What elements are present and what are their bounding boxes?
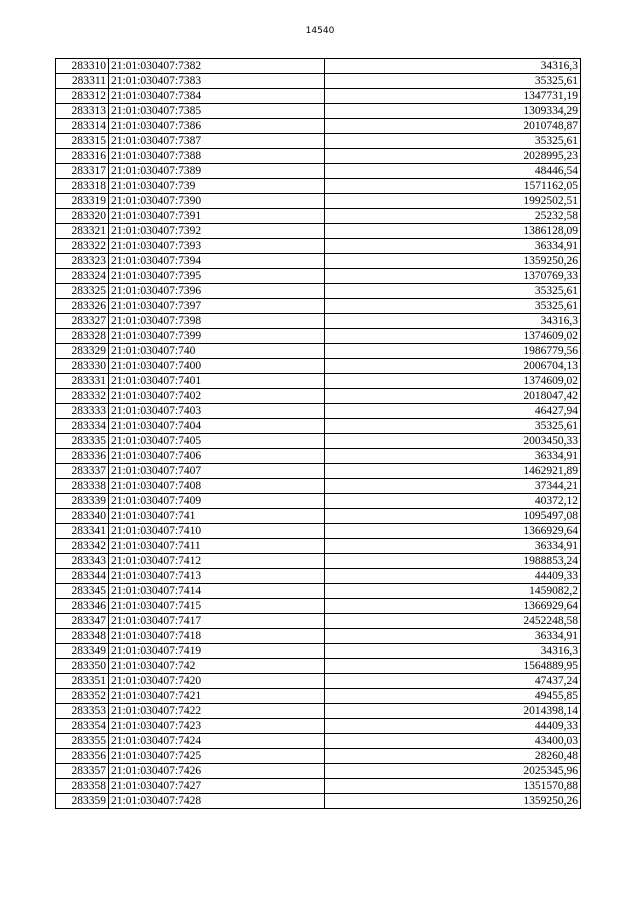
row-number-cell: 283342 [56, 539, 109, 554]
table-row [56, 509, 581, 524]
cadastral-value-cell: 1459082,2 [325, 584, 581, 599]
row-number-cell: 283358 [56, 779, 109, 794]
row-number-cell: 283334 [56, 419, 109, 434]
cadastral-value-cell: 35325,61 [325, 299, 581, 314]
cadastral-number-cell: 21:01:030407:7418 [109, 629, 325, 644]
row-number-cell: 283345 [56, 584, 109, 599]
row-number-cell: 283331 [56, 374, 109, 389]
table-row [56, 404, 581, 419]
cadastral-number-cell: 21:01:030407:7398 [109, 314, 325, 329]
cadastral-value-cell: 46427,94 [325, 404, 581, 419]
cadastral-number-cell: 21:01:030407:7408 [109, 479, 325, 494]
cadastral-value-cell: 2006704,13 [325, 359, 581, 374]
cadastral-value-cell: 37344,21 [325, 479, 581, 494]
row-number-cell: 283339 [56, 494, 109, 509]
cadastral-value-cell: 1992502,51 [325, 194, 581, 209]
row-number-cell: 283336 [56, 449, 109, 464]
table-row [56, 719, 581, 734]
table-row [56, 299, 581, 314]
cadastral-value-cell: 1366929,64 [325, 599, 581, 614]
cadastral-value-cell: 1988853,24 [325, 554, 581, 569]
row-number-cell: 283357 [56, 764, 109, 779]
table-row [56, 239, 581, 254]
row-number-cell: 283349 [56, 644, 109, 659]
table-row [56, 659, 581, 674]
row-number-cell: 283332 [56, 389, 109, 404]
row-number-cell: 283348 [56, 629, 109, 644]
cadastral-value-cell: 43400,03 [325, 734, 581, 749]
cadastral-value-cell: 2014398,14 [325, 704, 581, 719]
row-number-cell: 283314 [56, 119, 109, 134]
row-number-cell: 283347 [56, 614, 109, 629]
cadastral-value-cell: 36334,91 [325, 449, 581, 464]
row-number-cell: 283327 [56, 314, 109, 329]
cadastral-number-cell: 21:01:030407:7422 [109, 704, 325, 719]
cadastral-value-cell: 1571162,05 [325, 179, 581, 194]
table-body [56, 59, 581, 809]
table-row [56, 254, 581, 269]
cadastral-value-cell: 48446,54 [325, 164, 581, 179]
row-number-cell: 283337 [56, 464, 109, 479]
cadastral-number-cell: 21:01:030407:7419 [109, 644, 325, 659]
table-row [56, 794, 581, 809]
cadastral-value-table [55, 58, 581, 809]
row-number-cell: 283312 [56, 89, 109, 104]
table-row [56, 284, 581, 299]
cadastral-number-cell: 21:01:030407:7394 [109, 254, 325, 269]
table-row [56, 374, 581, 389]
cadastral-number-cell: 21:01:030407:7388 [109, 149, 325, 164]
cadastral-number-cell: 21:01:030407:7382 [109, 59, 325, 74]
cadastral-number-cell: 21:01:030407:7411 [109, 539, 325, 554]
row-number-cell: 283317 [56, 164, 109, 179]
row-number-cell: 283351 [56, 674, 109, 689]
table-row [56, 104, 581, 119]
cadastral-value-cell: 1359250,26 [325, 254, 581, 269]
cadastral-number-cell: 21:01:030407:7426 [109, 764, 325, 779]
cadastral-value-cell: 1366929,64 [325, 524, 581, 539]
cadastral-value-cell: 1986779,56 [325, 344, 581, 359]
table-row [56, 449, 581, 464]
row-number-cell: 283343 [56, 554, 109, 569]
table-row [56, 629, 581, 644]
cadastral-number-cell: 21:01:030407:7397 [109, 299, 325, 314]
table-row [56, 434, 581, 449]
cadastral-number-cell: 21:01:030407:7400 [109, 359, 325, 374]
row-number-cell: 283346 [56, 599, 109, 614]
cadastral-value-cell: 34316,3 [325, 59, 581, 74]
cadastral-number-cell: 21:01:030407:7415 [109, 599, 325, 614]
cadastral-number-cell: 21:01:030407:7389 [109, 164, 325, 179]
cadastral-value-cell: 1386128,09 [325, 224, 581, 239]
cadastral-number-cell: 21:01:030407:741 [109, 509, 325, 524]
table-row [56, 224, 581, 239]
cadastral-number-cell: 21:01:030407:7413 [109, 569, 325, 584]
cadastral-number-cell: 21:01:030407:7402 [109, 389, 325, 404]
cadastral-value-cell: 2003450,33 [325, 434, 581, 449]
table-row [56, 479, 581, 494]
table-row [56, 584, 581, 599]
cadastral-value-cell: 40372,12 [325, 494, 581, 509]
table-row [56, 419, 581, 434]
table-row [56, 644, 581, 659]
cadastral-value-cell: 1359250,26 [325, 794, 581, 809]
row-number-cell: 283350 [56, 659, 109, 674]
cadastral-value-cell: 1370769,33 [325, 269, 581, 284]
cadastral-value-cell: 2018047,42 [325, 389, 581, 404]
cadastral-value-cell: 34316,3 [325, 314, 581, 329]
cadastral-number-cell: 21:01:030407:7392 [109, 224, 325, 239]
cadastral-value-cell: 36334,91 [325, 239, 581, 254]
cadastral-value-cell: 1374609,02 [325, 374, 581, 389]
cadastral-value-cell: 36334,91 [325, 539, 581, 554]
table-row [56, 194, 581, 209]
cadastral-value-cell: 28260,48 [325, 749, 581, 764]
cadastral-number-cell: 21:01:030407:7384 [109, 89, 325, 104]
row-number-cell: 283354 [56, 719, 109, 734]
cadastral-value-cell: 25232,58 [325, 209, 581, 224]
cadastral-number-cell: 21:01:030407:7407 [109, 464, 325, 479]
cadastral-value-cell: 44409,33 [325, 569, 581, 584]
table-row [56, 734, 581, 749]
cadastral-number-cell: 21:01:030407:7423 [109, 719, 325, 734]
cadastral-number-cell: 21:01:030407:7395 [109, 269, 325, 284]
cadastral-number-cell: 21:01:030407:7390 [109, 194, 325, 209]
row-number-cell: 283325 [56, 284, 109, 299]
cadastral-value-cell: 1351570,88 [325, 779, 581, 794]
row-number-cell: 283341 [56, 524, 109, 539]
table-row [56, 569, 581, 584]
cadastral-number-cell: 21:01:030407:7421 [109, 689, 325, 704]
cadastral-number-cell: 21:01:030407:7391 [109, 209, 325, 224]
row-number-cell: 283318 [56, 179, 109, 194]
cadastral-number-cell: 21:01:030407:7393 [109, 239, 325, 254]
row-number-cell: 283324 [56, 269, 109, 284]
cadastral-number-cell: 21:01:030407:7405 [109, 434, 325, 449]
cadastral-value-cell: 1347731,19 [325, 89, 581, 104]
table-row [56, 359, 581, 374]
row-number-cell: 283352 [56, 689, 109, 704]
row-number-cell: 283338 [56, 479, 109, 494]
cadastral-number-cell: 21:01:030407:7396 [109, 284, 325, 299]
row-number-cell: 283311 [56, 74, 109, 89]
cadastral-number-cell: 21:01:030407:7386 [109, 119, 325, 134]
table-row [56, 74, 581, 89]
cadastral-value-cell: 35325,61 [325, 419, 581, 434]
table-row [56, 674, 581, 689]
cadastral-value-cell: 49455,85 [325, 689, 581, 704]
table-row [56, 614, 581, 629]
table-row [56, 269, 581, 284]
table-row [56, 209, 581, 224]
table-row [56, 539, 581, 554]
cadastral-value-cell: 1564889,95 [325, 659, 581, 674]
cadastral-value-cell: 2452248,58 [325, 614, 581, 629]
table-row [56, 119, 581, 134]
table-row [56, 779, 581, 794]
cadastral-value-cell: 35325,61 [325, 134, 581, 149]
table-row [56, 59, 581, 74]
row-number-cell: 283329 [56, 344, 109, 359]
cadastral-number-cell: 21:01:030407:7425 [109, 749, 325, 764]
cadastral-number-cell: 21:01:030407:7410 [109, 524, 325, 539]
table-row [56, 599, 581, 614]
cadastral-value-cell: 1309334,29 [325, 104, 581, 119]
cadastral-value-cell: 1462921,89 [325, 464, 581, 479]
table-row [56, 704, 581, 719]
cadastral-number-cell: 21:01:030407:7424 [109, 734, 325, 749]
table-row [56, 329, 581, 344]
cadastral-value-cell: 1374609,02 [325, 329, 581, 344]
table-row [56, 134, 581, 149]
row-number-cell: 283356 [56, 749, 109, 764]
cadastral-number-cell: 21:01:030407:7399 [109, 329, 325, 344]
cadastral-number-cell: 21:01:030407:7383 [109, 74, 325, 89]
table-row [56, 344, 581, 359]
cadastral-number-cell: 21:01:030407:7412 [109, 554, 325, 569]
row-number-cell: 283328 [56, 329, 109, 344]
cadastral-value-cell: 2028995,23 [325, 149, 581, 164]
cadastral-value-cell: 2010748,87 [325, 119, 581, 134]
cadastral-number-cell: 21:01:030407:7428 [109, 794, 325, 809]
cadastral-value-cell: 44409,33 [325, 719, 581, 734]
row-number-cell: 283359 [56, 794, 109, 809]
cadastral-number-cell: 21:01:030407:7404 [109, 419, 325, 434]
row-number-cell: 283330 [56, 359, 109, 374]
cadastral-number-cell: 21:01:030407:7414 [109, 584, 325, 599]
row-number-cell: 283319 [56, 194, 109, 209]
table-row [56, 524, 581, 539]
cadastral-number-cell: 21:01:030407:7427 [109, 779, 325, 794]
row-number-cell: 283323 [56, 254, 109, 269]
cadastral-number-cell: 21:01:030407:7385 [109, 104, 325, 119]
cadastral-value-cell: 35325,61 [325, 74, 581, 89]
row-number-cell: 283340 [56, 509, 109, 524]
row-number-cell: 283321 [56, 224, 109, 239]
table-row [56, 554, 581, 569]
table-row [56, 314, 581, 329]
cadastral-number-cell: 21:01:030407:739 [109, 179, 325, 194]
table-row [56, 389, 581, 404]
cadastral-number-cell: 21:01:030407:7406 [109, 449, 325, 464]
cadastral-number-cell: 21:01:030407:7420 [109, 674, 325, 689]
table-row [56, 164, 581, 179]
table-row [56, 89, 581, 104]
row-number-cell: 283333 [56, 404, 109, 419]
cadastral-number-cell: 21:01:030407:7409 [109, 494, 325, 509]
cadastral-number-cell: 21:01:030407:7417 [109, 614, 325, 629]
row-number-cell: 283322 [56, 239, 109, 254]
row-number-cell: 283355 [56, 734, 109, 749]
row-number-cell: 283310 [56, 59, 109, 74]
table-row [56, 494, 581, 509]
row-number-cell: 283320 [56, 209, 109, 224]
cadastral-value-cell: 34316,3 [325, 644, 581, 659]
row-number-cell: 283315 [56, 134, 109, 149]
row-number-cell: 283316 [56, 149, 109, 164]
cadastral-value-cell: 1095497,08 [325, 509, 581, 524]
table-row [56, 764, 581, 779]
row-number-cell: 283326 [56, 299, 109, 314]
table-row [56, 464, 581, 479]
row-number-cell: 283353 [56, 704, 109, 719]
row-number-cell: 283335 [56, 434, 109, 449]
table-row [56, 749, 581, 764]
cadastral-number-cell: 21:01:030407:740 [109, 344, 325, 359]
cadastral-value-cell: 35325,61 [325, 284, 581, 299]
cadastral-number-cell: 21:01:030407:7403 [109, 404, 325, 419]
table-row [56, 149, 581, 164]
page-number: 14540 [305, 26, 335, 36]
cadastral-value-cell: 2025345,96 [325, 764, 581, 779]
cadastral-value-cell: 47437,24 [325, 674, 581, 689]
cadastral-number-cell: 21:01:030407:7387 [109, 134, 325, 149]
table-row [56, 689, 581, 704]
cadastral-number-cell: 21:01:030407:7401 [109, 374, 325, 389]
cadastral-number-cell: 21:01:030407:742 [109, 659, 325, 674]
cadastral-value-cell: 36334,91 [325, 629, 581, 644]
table-row [56, 179, 581, 194]
row-number-cell: 283313 [56, 104, 109, 119]
row-number-cell: 283344 [56, 569, 109, 584]
